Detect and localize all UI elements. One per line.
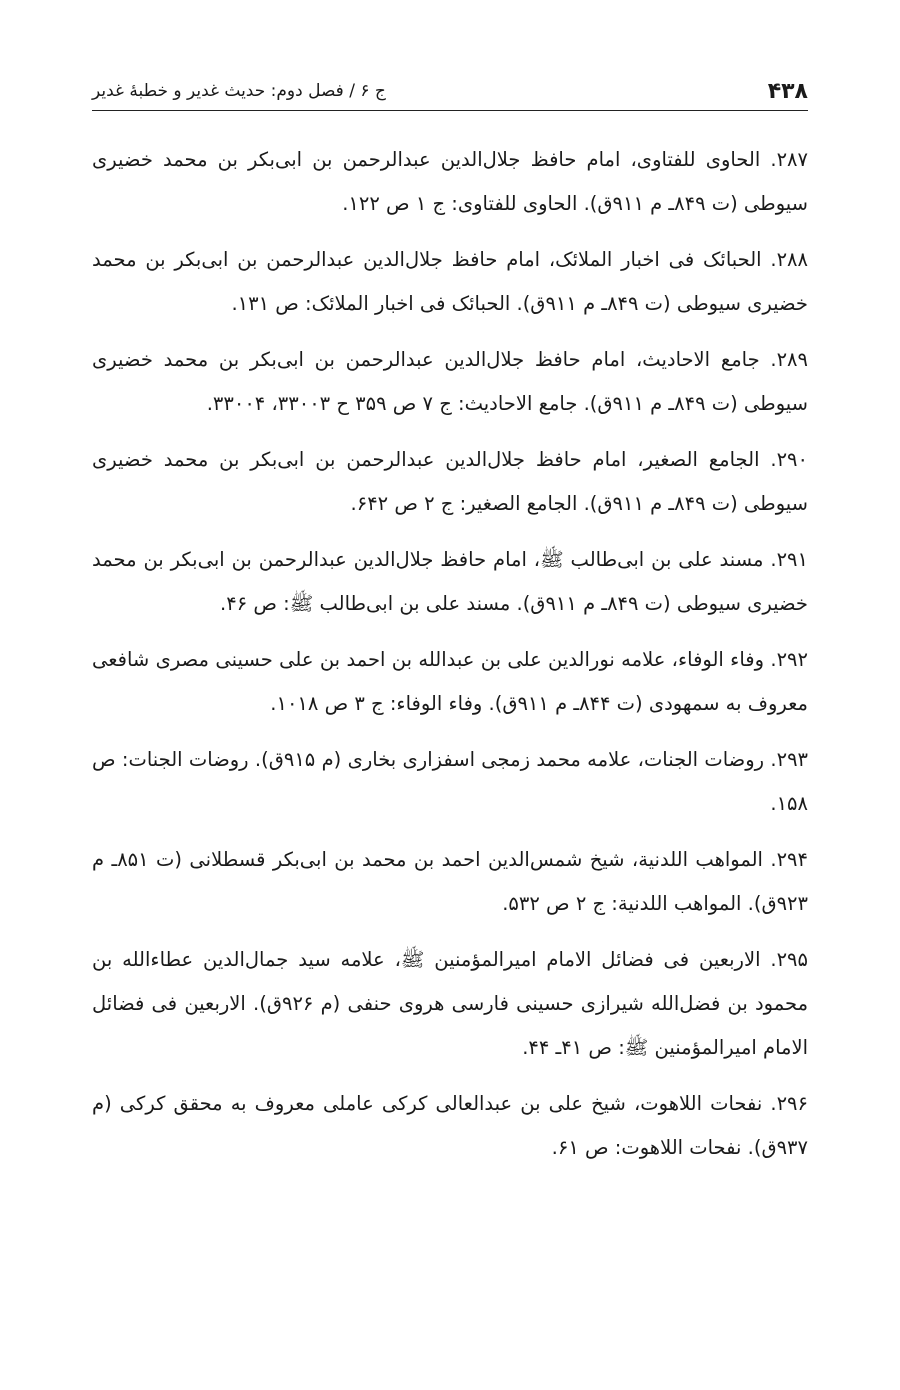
bibliography-entry-294: ۲۹۴. المواهب اللدنیة، شیخ شمس‌الدین احمد بن محمد بن ابی‌بکر قسطلانی (ت ۸۵۱ـ م ۹۲۳ق). المواهب اللدنیة: ج ۲ ص ۵۳۲. xyxy=(92,848,808,915)
bibliography-entry-291: ۲۹۱. مسند علی بن ابی‌طالب ﷺ، امام حافظ جلال‌الدین عبدالرحمن بن ابی‌بکر بن محمد خضیری سیوطی (ت ۸۴۹ـ م ۹۱۱ق). مسند علی بن ابی‌طالب ﷺ: ص ۴۶. xyxy=(92,548,808,615)
book-page xyxy=(92,0,808,1390)
bibliography-entry-288: ۲۸۸. الحبائک فی اخبار الملائک، امام حافظ جلال‌الدین عبدالرحمن بن ابی‌بکر بن محمد خضیری سیوطی (ت ۸۴۹ـ م ۹۱۱ق). الحبائک فی اخبار الملائک: ص ۱۳۱. xyxy=(92,248,808,315)
page-header xyxy=(92,72,808,111)
page-number: ۴۳۸ xyxy=(767,78,808,104)
bibliography-entry-295: ۲۹۵. الاربعین فی فضائل الامام امیرالمؤمنین ﷺ، علامه سید جمال‌الدین عطاءالله بن محمود بن فضل‌الله شیرازی حسینی فارسی هروی حنفی (م ۹۲۶ق). الاربعین فی فضائل الامام امیرالمؤمنین ﷺ: ص ۴۱ـ ۴۴. xyxy=(92,948,809,1059)
running-title: ج ۶ / فصل دوم: حدیث غدیر و خطبهٔ غدیر xyxy=(92,81,386,101)
bibliography-entry-289: ۲۸۹. جامع الاحادیث، امام حافظ جلال‌الدین عبدالرحمن بن ابی‌بکر بن محمد خضیری سیوطی (ت ۸۴۹ـ م ۹۱۱ق). جامع الاحادیث: ج ۷ ص ۳۵۹ ح ۳۳۰۰۳، ۳۳۰۰۴. xyxy=(92,348,808,415)
bibliography-entry-296: ۲۹۶. نفحات اللاهوت، شیخ علی بن عبدالعالی کرکی عاملی معروف به محقق کرکی (م ۹۳۷ق). نفحات اللاهوت: ص ۶۱. xyxy=(92,1092,808,1159)
bibliography-entry-290: ۲۹۰. الجامع الصغیر، امام حافظ جلال‌الدین عبدالرحمن بن ابی‌بکر بن محمد خضیری سیوطی (ت ۸۴۹ـ م ۹۱۱ق). الجامع الصغیر: ج ۲ ص ۶۴۲. xyxy=(92,448,808,515)
bibliography-entry-292: ۲۹۲. وفاء الوفاء، علامه نورالدین علی بن عبدالله بن احمد بن علی حسینی مصری شافعی معروف به سمهودی (ت ۸۴۴ـ م ۹۱۱ق). وفاء الوفاء: ج ۳ ص ۱۰۱۸. xyxy=(92,648,808,715)
bibliography-entry-287: ۲۸۷. الحاوی للفتاوی، امام حافظ جلال‌الدین عبدالرحمن بن ابی‌بکر بن محمد خضیری سیوطی (ت ۸۴۹ـ م ۹۱۱ق). الحاوی للفتاوی: ج ۱ ص ۱۲۲. xyxy=(92,148,808,215)
bibliography-list xyxy=(92,138,808,1182)
bibliography-entry-293: ۲۹۳. روضات الجنات، علامه محمد زمجی اسفزاری بخاری (م ۹۱۵ق). روضات الجنات: ص ۱۵۸. xyxy=(92,748,809,815)
